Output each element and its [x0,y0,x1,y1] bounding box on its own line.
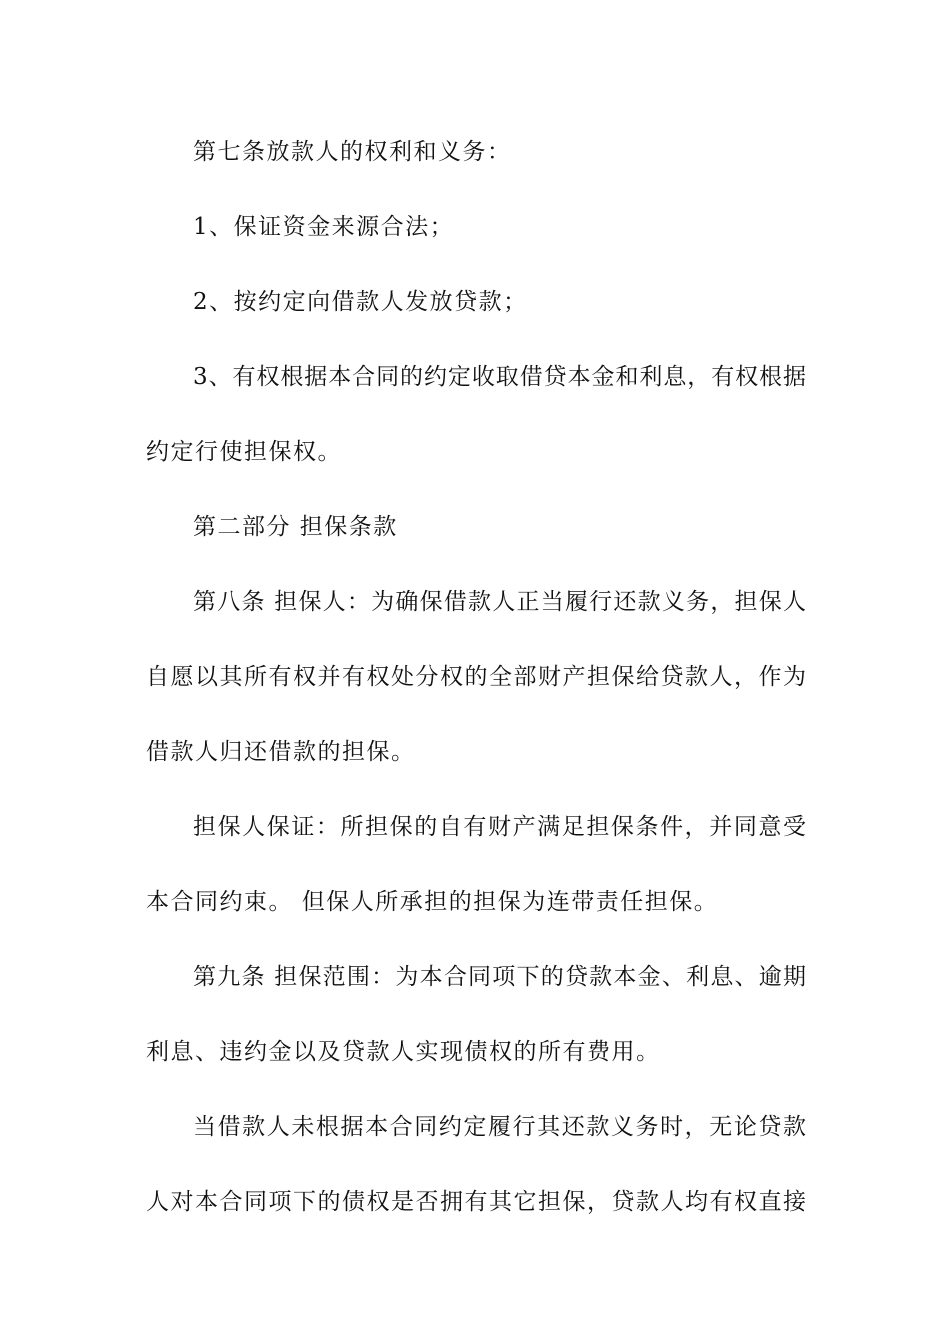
article-9-line-2: 利息、违约金以及贷款人实现债权的所有费用。 [146,1039,661,1065]
article-8-line-1: 第八条 担保人：为确保借款人正当履行还款义务，担保人 [193,589,806,615]
article-9-line-1: 第九条 担保范围：为本合同项下的贷款本金、利息、逾期 [193,964,806,990]
part-2-heading: 第二部分 担保条款 [193,514,398,540]
clause-3-line-1: 3、有权根据本合同的约定收取借贷本金和利息，有权根据 [193,364,806,390]
article-8-line-2: 自愿以其所有权并有权处分权的全部财产担保给贷款人，作为 [146,664,806,690]
clause-3-line-2: 约定行使担保权。 [146,439,342,465]
default-clause-line-2: 人对本合同项下的债权是否拥有其它担保，贷款人均有权直接 [146,1189,806,1215]
clause-2: 2、按约定向借款人发放贷款； [193,289,528,315]
default-clause-line-1: 当借款人未根据本合同约定履行其还款义务时，无论贷款 [193,1114,806,1140]
clause-1: 1、保证资金来源合法； [193,214,455,240]
article-8-line-3: 借款人归还借款的担保。 [146,739,416,765]
guarantor-warranty-line-1: 担保人保证：所担保的自有财产满足担保条件，并同意受 [193,814,806,840]
guarantor-warranty-line-2: 本合同约束。 但保人所承担的担保为连带责任担保。 [146,889,719,915]
article-7-heading: 第七条放款人的权利和义务： [193,139,512,165]
